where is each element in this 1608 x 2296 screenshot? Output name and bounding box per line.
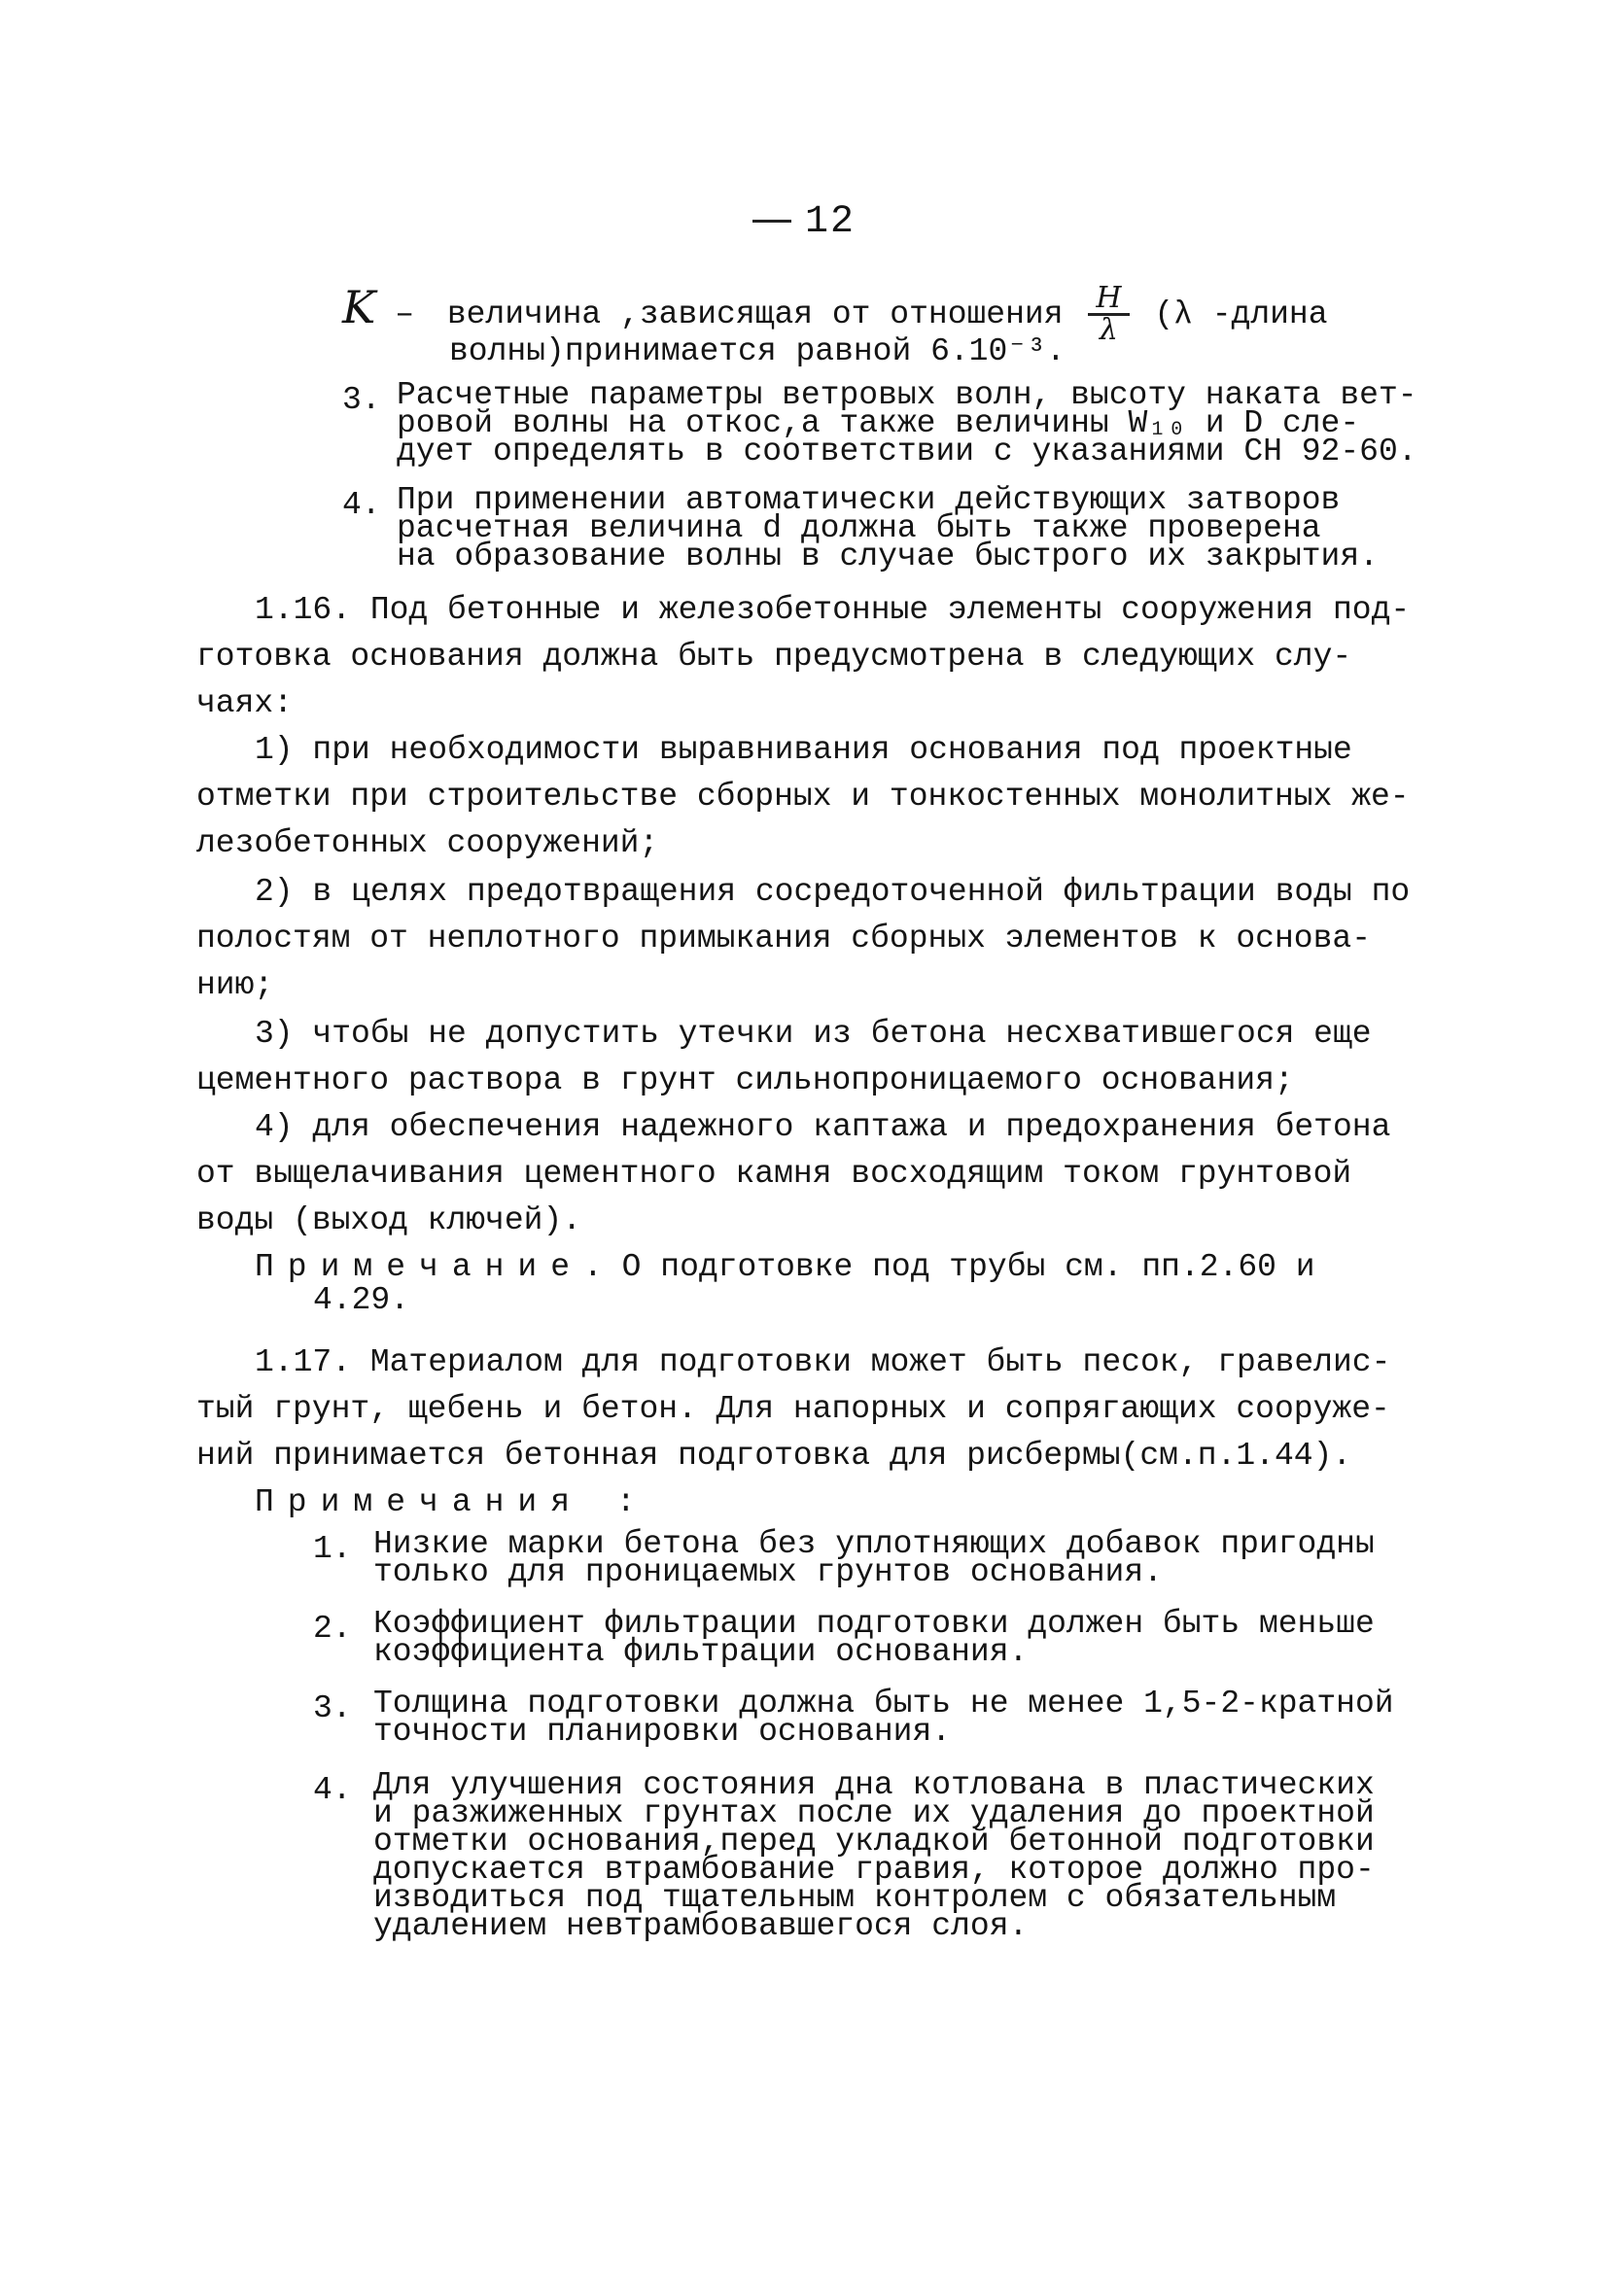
case-line: отметки при строительстве сборных и тонкостенных монолитных же- bbox=[196, 779, 1410, 815]
note-line: допускается втрамбование гравия, которое должно про- bbox=[373, 1852, 1375, 1888]
note-single bbox=[255, 1248, 1315, 1287]
case-line: 3) чтобы не допустить утечки из бетона несхватившегося еще bbox=[255, 1016, 1372, 1052]
note-continuation: 4.29. bbox=[313, 1282, 410, 1318]
notes-heading: Примечания : bbox=[255, 1484, 649, 1520]
k-symbol: K bbox=[342, 281, 376, 334]
page-number-text: 12 bbox=[804, 200, 856, 244]
case-line: 1) при необходимости выравнивания основания под проектные bbox=[255, 732, 1352, 768]
note-line: Для улучшения состояния дна котлована в пластических bbox=[373, 1767, 1375, 1803]
item-4-number: 4. bbox=[342, 487, 381, 523]
note-line: коэффициента фильтрации основания. bbox=[373, 1634, 1029, 1670]
k-definition-line2: волны)принимается равной 6.10⁻³. bbox=[449, 333, 1066, 369]
note-2-text bbox=[373, 1606, 1375, 1670]
paragraph-line: готовка основания должна быть предусмотрена в следующих слу- bbox=[196, 639, 1352, 675]
case-line: воды (выход ключей). bbox=[196, 1202, 582, 1238]
fraction-denominator: λ bbox=[1099, 313, 1118, 347]
note-line: Коэффициент фильтрации подготовки должен быть меньше bbox=[373, 1606, 1375, 1642]
item-3-line: ровой волны на откос,а также величины W₁₀ и D сле- bbox=[397, 405, 1360, 441]
case-1 bbox=[196, 727, 1460, 867]
note-line: удалением невтрамбовавшегося слоя. bbox=[373, 1908, 1029, 1944]
k-text-b: (λ -длина bbox=[1154, 296, 1328, 333]
paragraph-line: 1.17. Материалом для подготовки может быть песок, гравелис- bbox=[255, 1344, 1391, 1380]
note-3-text bbox=[373, 1686, 1394, 1750]
item-3-number: 3. bbox=[342, 382, 381, 418]
note-line: отметки основания,перед укладкой бетонной подготовки bbox=[373, 1824, 1375, 1860]
paragraph-line: тый грунт, щебень и бетон. Для напорных и сопрягающих сооруже- bbox=[196, 1391, 1390, 1427]
case-line: 4) для обеспечения надежного каптажа и предохранения бетона bbox=[255, 1109, 1391, 1145]
note-2-number: 2. bbox=[313, 1611, 352, 1647]
case-line: лезобетонных сооружений; bbox=[196, 825, 659, 861]
note-line: точности планировки основания. bbox=[373, 1714, 952, 1750]
case-line: от выщелачивания цементного камня восходящим током грунтовой bbox=[196, 1156, 1352, 1192]
case-3 bbox=[196, 1011, 1460, 1104]
note-line: Толщина подготовки должна быть не менее 1,5-2-кратной bbox=[373, 1686, 1394, 1722]
note-line: только для проницаемых грунтов основания. bbox=[373, 1554, 1163, 1590]
item-3-line: Расчетные параметры ветровых волн, высоту наката вет- bbox=[397, 377, 1417, 413]
note-line: изводиться под тщательным контролем с обязательным bbox=[373, 1880, 1337, 1916]
note-1-text bbox=[373, 1526, 1375, 1590]
paragraph-1-17 bbox=[196, 1339, 1460, 1479]
item-4-text bbox=[397, 482, 1379, 574]
item-4-line: расчетная величина d должна быть также проверена bbox=[397, 510, 1321, 546]
h-lambda-fraction bbox=[1088, 281, 1129, 347]
item-3-text bbox=[397, 377, 1417, 470]
note-1-number: 1. bbox=[313, 1531, 352, 1567]
paragraph-1-16 bbox=[196, 587, 1460, 727]
note-line: Низкие марки бетона без уплотняющих добавок пригодны bbox=[373, 1526, 1375, 1562]
case-line: нию; bbox=[196, 967, 274, 1003]
case-line: цементного раствора в грунт сильнопроницаемого основания; bbox=[196, 1062, 1294, 1098]
page-number bbox=[0, 200, 1608, 244]
k-dash: – bbox=[395, 296, 414, 333]
note-4-number: 4. bbox=[313, 1772, 352, 1808]
note-4-text bbox=[373, 1767, 1375, 1944]
paragraph-line: ний принимается бетонная подготовка для рисбермы(см.п.1.44). bbox=[196, 1438, 1352, 1474]
case-4 bbox=[196, 1104, 1460, 1244]
case-line: 2) в целях предотвращения сосредоточенной фильтрации воды по bbox=[255, 874, 1411, 910]
item-4-line: При применении автоматически действующих затворов bbox=[397, 482, 1341, 518]
case-line: полостям от неплотного примыкания сборных элементов к основа- bbox=[196, 921, 1371, 957]
item-4-line: на образование волны в случае быстрого их закрытия. bbox=[397, 539, 1379, 574]
page-number-dash bbox=[752, 220, 791, 223]
paragraph-line: 1.16. Под бетонные и железобетонные элементы сооружения под- bbox=[255, 592, 1411, 628]
note-3-number: 3. bbox=[313, 1690, 352, 1726]
item-3-line: дует определять в соответствии с указаниями СН 92-60. bbox=[397, 434, 1417, 470]
note-label: Примечание bbox=[255, 1249, 584, 1285]
paragraph-line: чаях: bbox=[196, 685, 294, 721]
fraction-numerator: H bbox=[1088, 284, 1129, 316]
case-2 bbox=[196, 869, 1460, 1009]
note-text: . О подготовке под трубы см. пп.2.60 и bbox=[583, 1249, 1315, 1285]
k-text-a: величина ,зависящая от отношения bbox=[446, 296, 1064, 333]
note-line: и разжиженных грунтах после их удаления до проектной bbox=[373, 1795, 1375, 1831]
